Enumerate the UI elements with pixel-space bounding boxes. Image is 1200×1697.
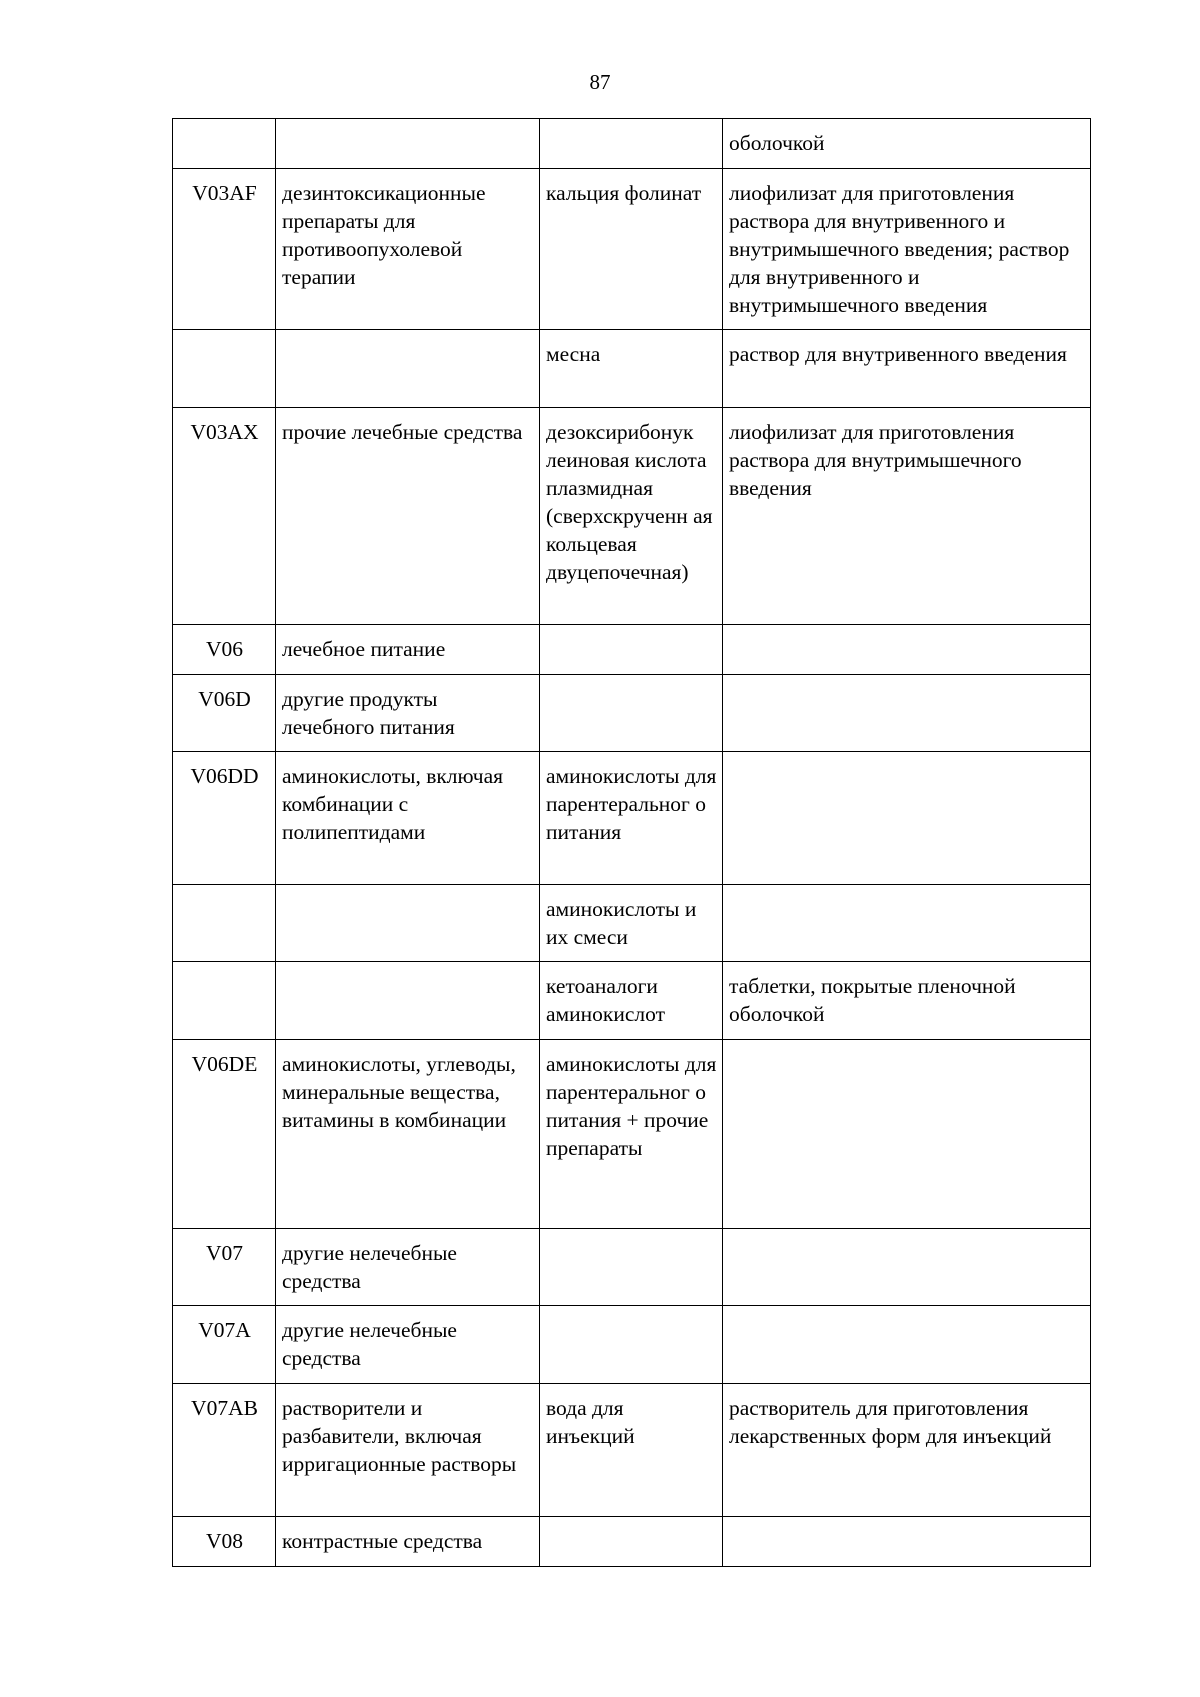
atc-code-cell: V06D bbox=[173, 675, 276, 752]
atc-code-cell bbox=[173, 330, 276, 408]
table-row bbox=[173, 1384, 1091, 1517]
drug-name-cell bbox=[540, 625, 723, 675]
atc-code-cell: V06 bbox=[173, 625, 276, 675]
drug-name-cell: кальция фолинат bbox=[540, 169, 723, 330]
dosage-form-cell bbox=[723, 885, 1091, 962]
group-cell: аминокислоты, углеводы, минеральные вещества, витамины в комбинации bbox=[276, 1040, 540, 1229]
atc-code-cell: V03AF bbox=[173, 169, 276, 330]
table-row bbox=[173, 962, 1091, 1040]
table-row bbox=[173, 1306, 1091, 1384]
table-row bbox=[173, 675, 1091, 752]
table-row bbox=[173, 1517, 1091, 1567]
atc-code-cell: V06DE bbox=[173, 1040, 276, 1229]
atc-code-cell: V03AX bbox=[173, 408, 276, 625]
table-row bbox=[173, 885, 1091, 962]
dosage-form-cell bbox=[723, 1040, 1091, 1229]
drug-name-cell bbox=[540, 119, 723, 169]
atc-code-cell bbox=[173, 962, 276, 1040]
dosage-form-cell: лиофилизат для приготовления раствора для внутривенного и внутримышечного введения; раствор для внутривенного и внутримышечного введения bbox=[723, 169, 1091, 330]
drug-table bbox=[172, 118, 1091, 1567]
drug-name-cell: дезоксирибонук леиновая кислота плазмидная (сверхскрученн ая кольцевая двуцепочечная) bbox=[540, 408, 723, 625]
drug-name-cell: кетоаналоги аминокислот bbox=[540, 962, 723, 1040]
dosage-form-cell: растворитель для приготовления лекарственных форм для инъекций bbox=[723, 1384, 1091, 1517]
group-cell: другие нелечебные средства bbox=[276, 1306, 540, 1384]
group-cell: другие продукты лечебного питания bbox=[276, 675, 540, 752]
dosage-form-cell: раствор для внутривенного введения bbox=[723, 330, 1091, 408]
table-row bbox=[173, 1229, 1091, 1306]
drug-name-cell bbox=[540, 675, 723, 752]
dosage-form-cell bbox=[723, 675, 1091, 752]
group-cell: аминокислоты, включая комбинации с полипептидами bbox=[276, 752, 540, 885]
dosage-form-cell: оболочкой bbox=[723, 119, 1091, 169]
table-row bbox=[173, 169, 1091, 330]
group-cell: дезинтоксикационные препараты для противоопухолевой терапии bbox=[276, 169, 540, 330]
dosage-form-cell: таблетки, покрытые пленочной оболочкой bbox=[723, 962, 1091, 1040]
drug-name-cell bbox=[540, 1229, 723, 1306]
dosage-form-cell bbox=[723, 1517, 1091, 1567]
group-cell: растворители и разбавители, включая ирригационные растворы bbox=[276, 1384, 540, 1517]
drug-name-cell: месна bbox=[540, 330, 723, 408]
group-cell: лечебное питание bbox=[276, 625, 540, 675]
atc-code-cell: V06DD bbox=[173, 752, 276, 885]
atc-code-cell: V07 bbox=[173, 1229, 276, 1306]
atc-code-cell: V07A bbox=[173, 1306, 276, 1384]
dosage-form-cell bbox=[723, 625, 1091, 675]
group-cell: контрастные средства bbox=[276, 1517, 540, 1567]
table-row bbox=[173, 330, 1091, 408]
drug-name-cell: аминокислоты для парентеральног о питания + прочие препараты bbox=[540, 1040, 723, 1229]
atc-code-cell bbox=[173, 119, 276, 169]
group-cell: прочие лечебные средства bbox=[276, 408, 540, 625]
table-row bbox=[173, 1040, 1091, 1229]
table-row bbox=[173, 408, 1091, 625]
atc-code-cell: V08 bbox=[173, 1517, 276, 1567]
dosage-form-cell bbox=[723, 1229, 1091, 1306]
table-row bbox=[173, 119, 1091, 169]
dosage-form-cell bbox=[723, 1306, 1091, 1384]
drug-name-cell bbox=[540, 1517, 723, 1567]
dosage-form-cell: лиофилизат для приготовления раствора для внутримышечного введения bbox=[723, 408, 1091, 625]
table-row bbox=[173, 752, 1091, 885]
group-cell: другие нелечебные средства bbox=[276, 1229, 540, 1306]
drug-name-cell: аминокислоты для парентеральног о питания bbox=[540, 752, 723, 885]
dosage-form-cell bbox=[723, 752, 1091, 885]
atc-code-cell bbox=[173, 885, 276, 962]
page-number: 87 bbox=[589, 70, 611, 94]
table-row bbox=[173, 625, 1091, 675]
group-cell bbox=[276, 330, 540, 408]
group-cell bbox=[276, 119, 540, 169]
drug-name-cell bbox=[540, 1306, 723, 1384]
drug-name-cell: аминокислоты и их смеси bbox=[540, 885, 723, 962]
group-cell bbox=[276, 885, 540, 962]
group-cell bbox=[276, 962, 540, 1040]
atc-code-cell: V07AB bbox=[173, 1384, 276, 1517]
drug-name-cell: вода для инъекций bbox=[540, 1384, 723, 1517]
